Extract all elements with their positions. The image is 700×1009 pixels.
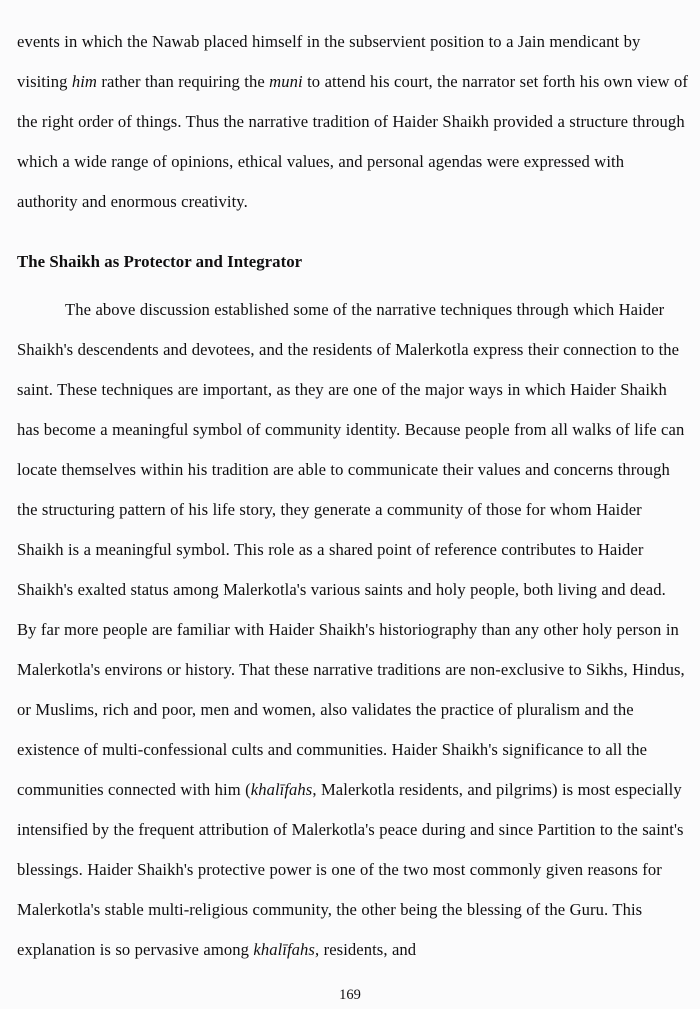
heading-spacer-below [17,282,689,290]
italic-term: him [71,72,97,91]
text-run: to attend his court, the narrator set forth his own view of the right order of things. Thus the narrative tradition of Haider Shaikh provided a structure through which a wide range of opinions, ethical values, and personal agendas were expressed with authority and enormous creativity. [17,72,689,211]
page-number: 169 [339,987,361,1003]
italic-term: khalīfahs [253,940,315,959]
heading-spacer-above [17,222,689,242]
text-run: The above discussion established some of the narrative techniques through which Haider Shaikh's descendents and devotees, and the residents of Malerkotla express their connection to the saint. These techniques are important, as they are one of the major ways in which Haider Shaikh has become a meaningful symbol of community identity. Because people from all walks of life can locate themselves within his tradition are able to communicate their values and concerns through the structuring pattern of his life story, they generate a community of those for whom Haider Shaikh is a meaningful symbol. This role as a shared point of reference contributes to Haider Shaikh's exalted status among Malerkotla's various saints and holy people, both living and dead. By far more people are familiar with Haider Shaikh's historiography than any other holy person in Malerkotla's environs or history. That these narrative traditions are non-exclusive to Sikhs, Hindus, or Muslims, rich and poor, men and women, also validates the practice of pluralism and the existence of multi-confessional cults and communities. Haider Shaikh's significance to all the communities connected with him ( [17,300,685,799]
text-column [17,22,689,970]
text-run: events in which the Nawab placed himself in the subservient position to a Jain mendicant by visiting [17,32,641,91]
italic-term: khalīfahs [250,780,313,799]
text-run: rather than requiring the [97,72,270,91]
body-paragraph-continued [17,22,689,222]
italic-term: muni [269,72,303,91]
body-paragraph-above-discussion [17,290,689,970]
text-run: , Malerkotla residents, and pilgrims) is most especially intensified by the frequent attribution of Malerkotla's peace during and since Partition to the saint's blessings. Haider Shaikh's protective power is one of the two most commonly given reasons for Malerkotla's stable multi-religious community, the other being the blessing of the Guru. This explanation is so pervasive among [17,780,684,959]
section-heading: The Shaikh as Protector and Integrator [17,252,303,271]
text-run: , residents, and [314,940,417,959]
